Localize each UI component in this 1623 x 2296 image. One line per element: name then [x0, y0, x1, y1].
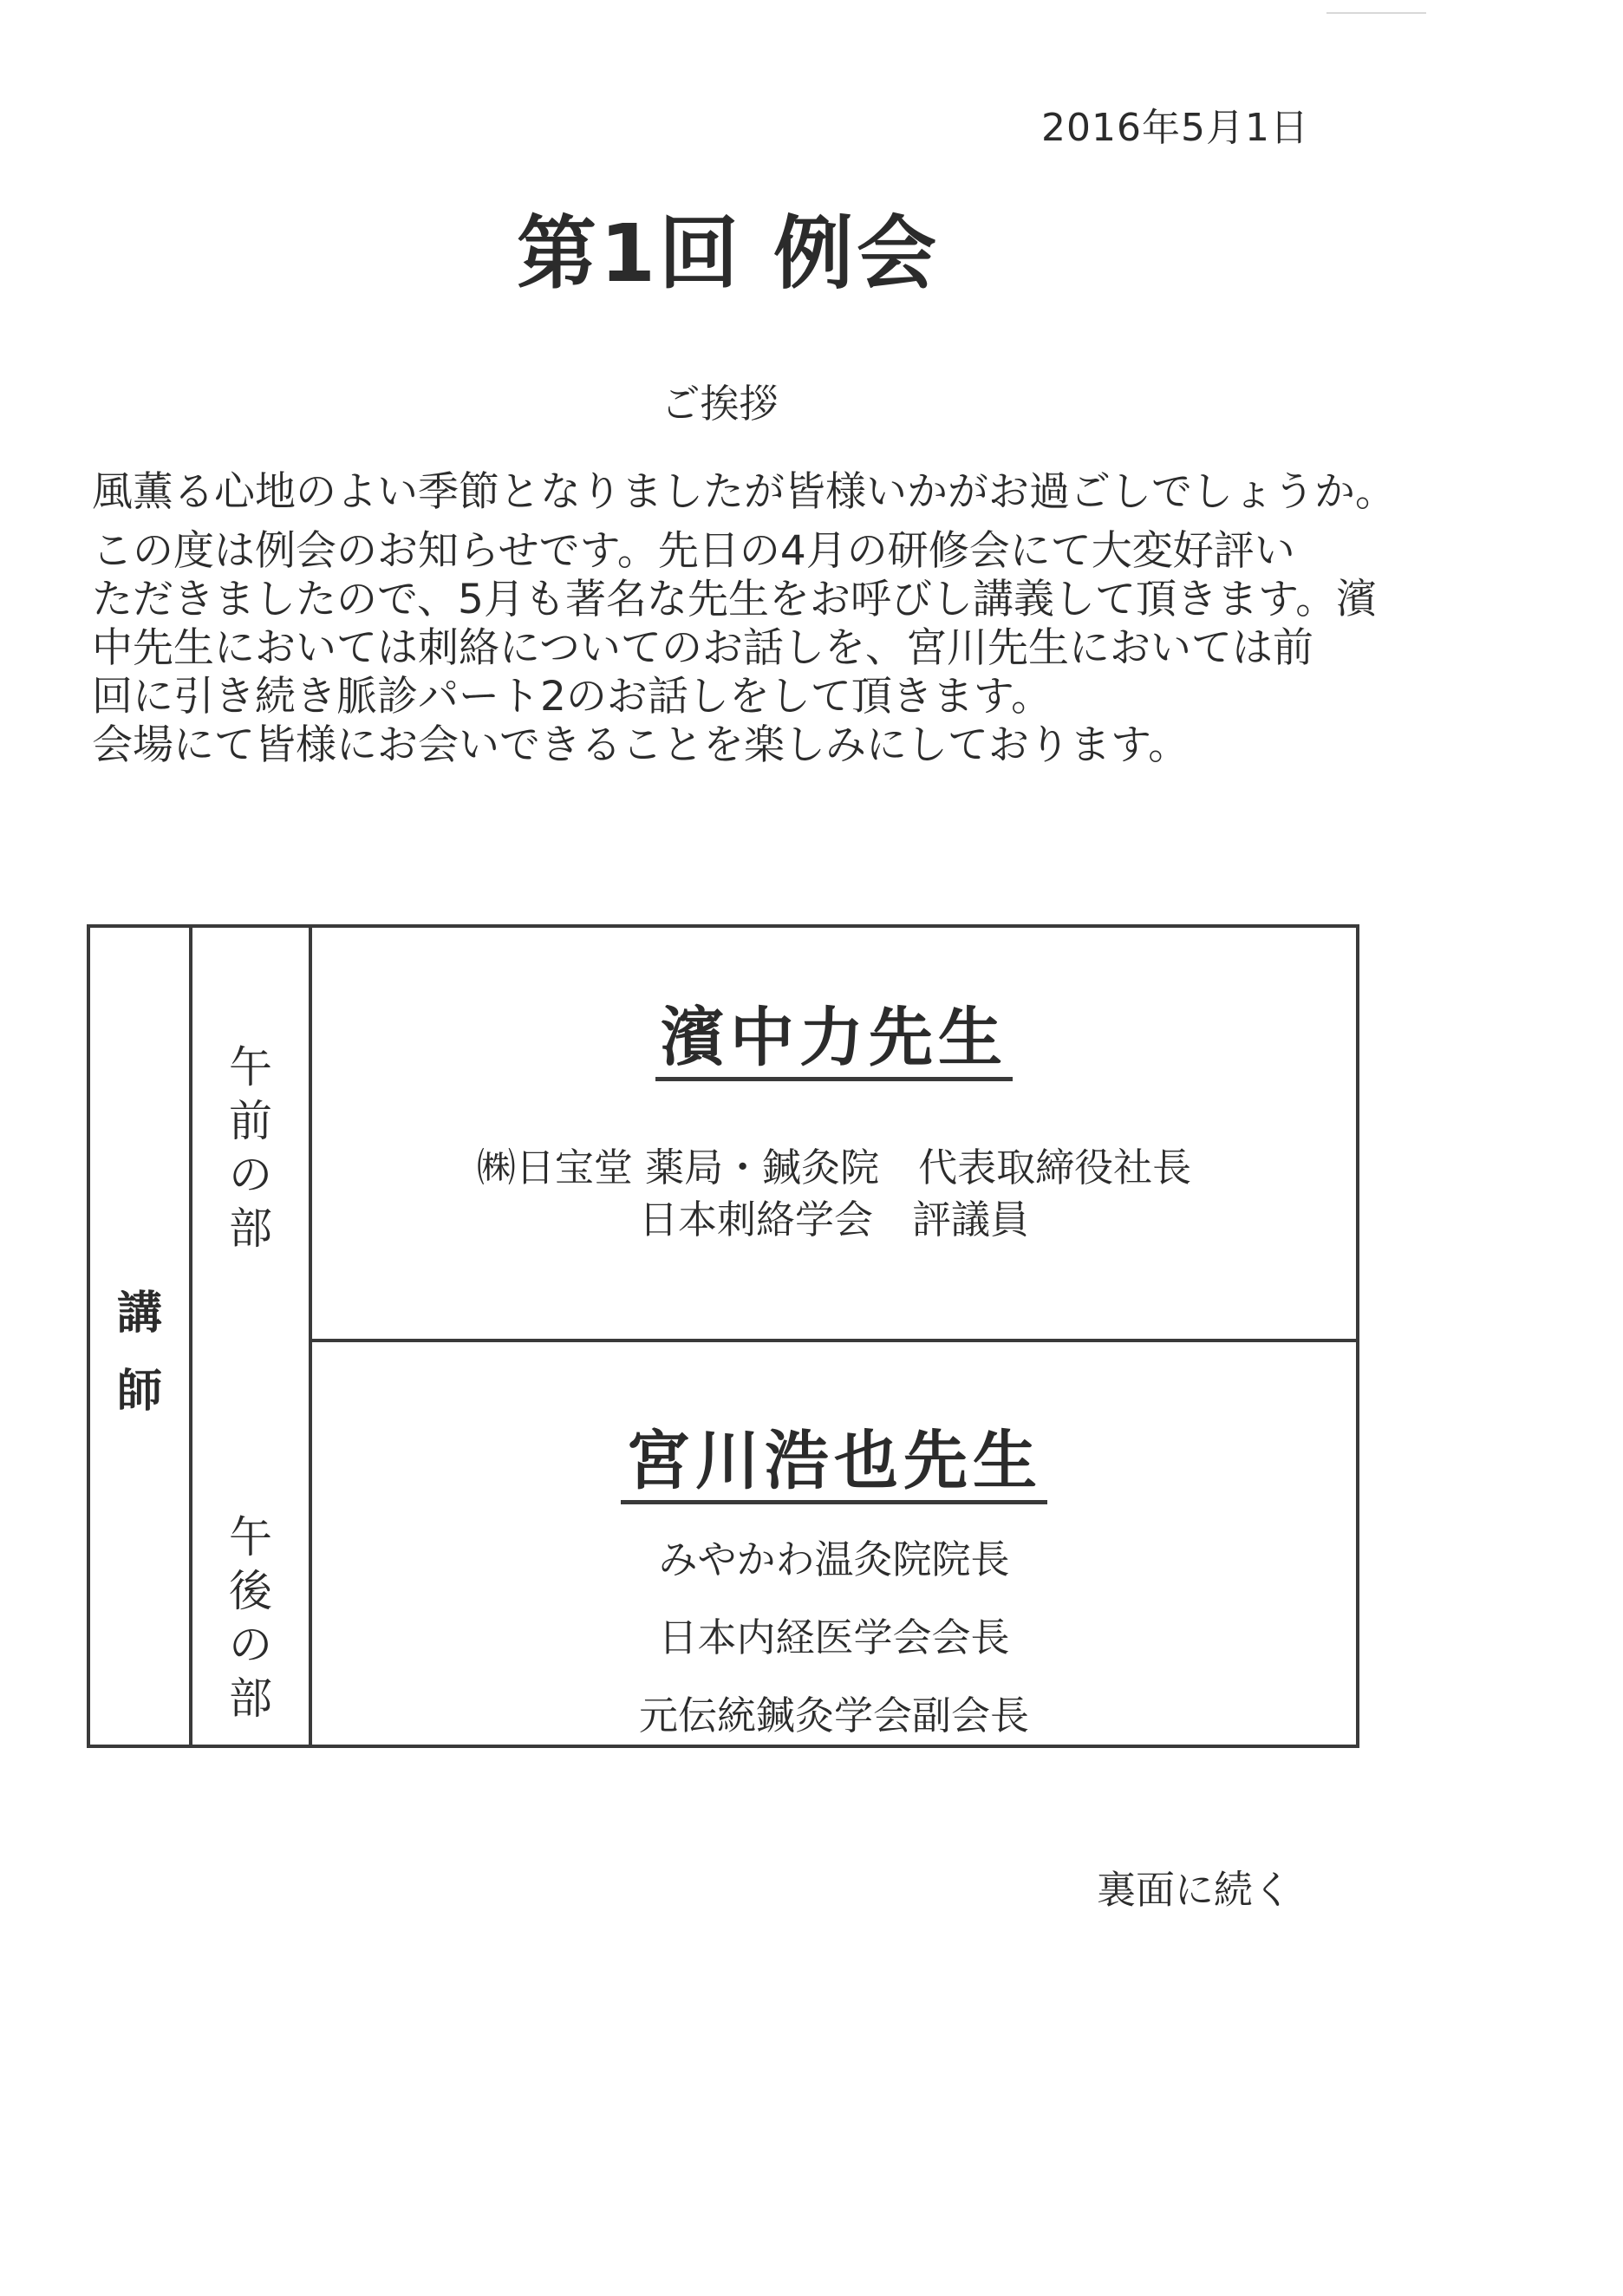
page-title: 第1回 例会 — [516, 207, 941, 300]
session-label-morning — [192, 928, 312, 1340]
session-content-morning — [312, 928, 1356, 1339]
lecturer-table — [87, 924, 1359, 1748]
lecturer-header-label — [90, 1275, 189, 1431]
document-date: 2016年5月1日 — [1041, 106, 1309, 150]
label-char: 前 — [229, 1096, 272, 1146]
continued-note: 裏面に続く — [1096, 1867, 1292, 1913]
lecturer-affiliation: みやかわ温灸院院長 — [658, 1536, 1010, 1582]
lecturer-header-cell — [90, 928, 192, 1745]
body-line: 中先生においては刺絡についてのお話しを、宮川先生においては前 — [92, 624, 1314, 672]
scan-edge-mark — [1326, 12, 1426, 14]
session-label-afternoon — [192, 1340, 312, 1745]
session-label-text — [192, 1040, 309, 1256]
label-char: 後 — [229, 1566, 272, 1616]
lecturer-affiliation: ㈱日宝堂 薬局・鍼灸院 代表取締役社長 — [476, 1145, 1192, 1190]
lecturer-affiliation: 日本内経医学会会長 — [658, 1614, 1010, 1660]
session-label-text — [192, 1510, 309, 1725]
lecturer-affiliation: 日本刺絡学会 評議員 — [638, 1197, 1029, 1243]
label-char: 部 — [229, 1673, 272, 1724]
lecturer-name: 宮川浩也先生 — [621, 1424, 1047, 1504]
greeting-body — [92, 468, 1396, 770]
body-line: 会場にて皆様にお会いできることを楽しみにしております。 — [92, 721, 1190, 769]
greeting-heading: ご挨拶 — [661, 381, 779, 427]
header-char: 師 — [116, 1366, 162, 1418]
session-content-afternoon — [312, 1342, 1356, 1746]
label-char: 午 — [229, 1512, 272, 1562]
body-line: ただきましたので、5月も著名な先生をお呼びし講義して頂きます。濱 — [92, 576, 1378, 623]
label-char: 部 — [229, 1203, 272, 1254]
body-line: 風薫る心地のよい季節となりましたが皆様いかがお過ごしでしょうか。 — [92, 468, 1396, 516]
header-char: 講 — [116, 1288, 162, 1340]
lecturer-affiliation: 元伝統鍼灸学会副会長 — [638, 1693, 1029, 1738]
body-line: 回に引き続き脈診パート2のお話しをして頂きます。 — [92, 673, 1053, 721]
label-char: の — [229, 1620, 272, 1670]
label-char: の — [229, 1150, 272, 1200]
lecturer-name: 濱中力先生 — [655, 1001, 1013, 1081]
label-char: 午 — [229, 1042, 272, 1093]
body-line: この度は例会のお知らせです。先日の4月の研修会にて大変好評い — [92, 527, 1295, 575]
